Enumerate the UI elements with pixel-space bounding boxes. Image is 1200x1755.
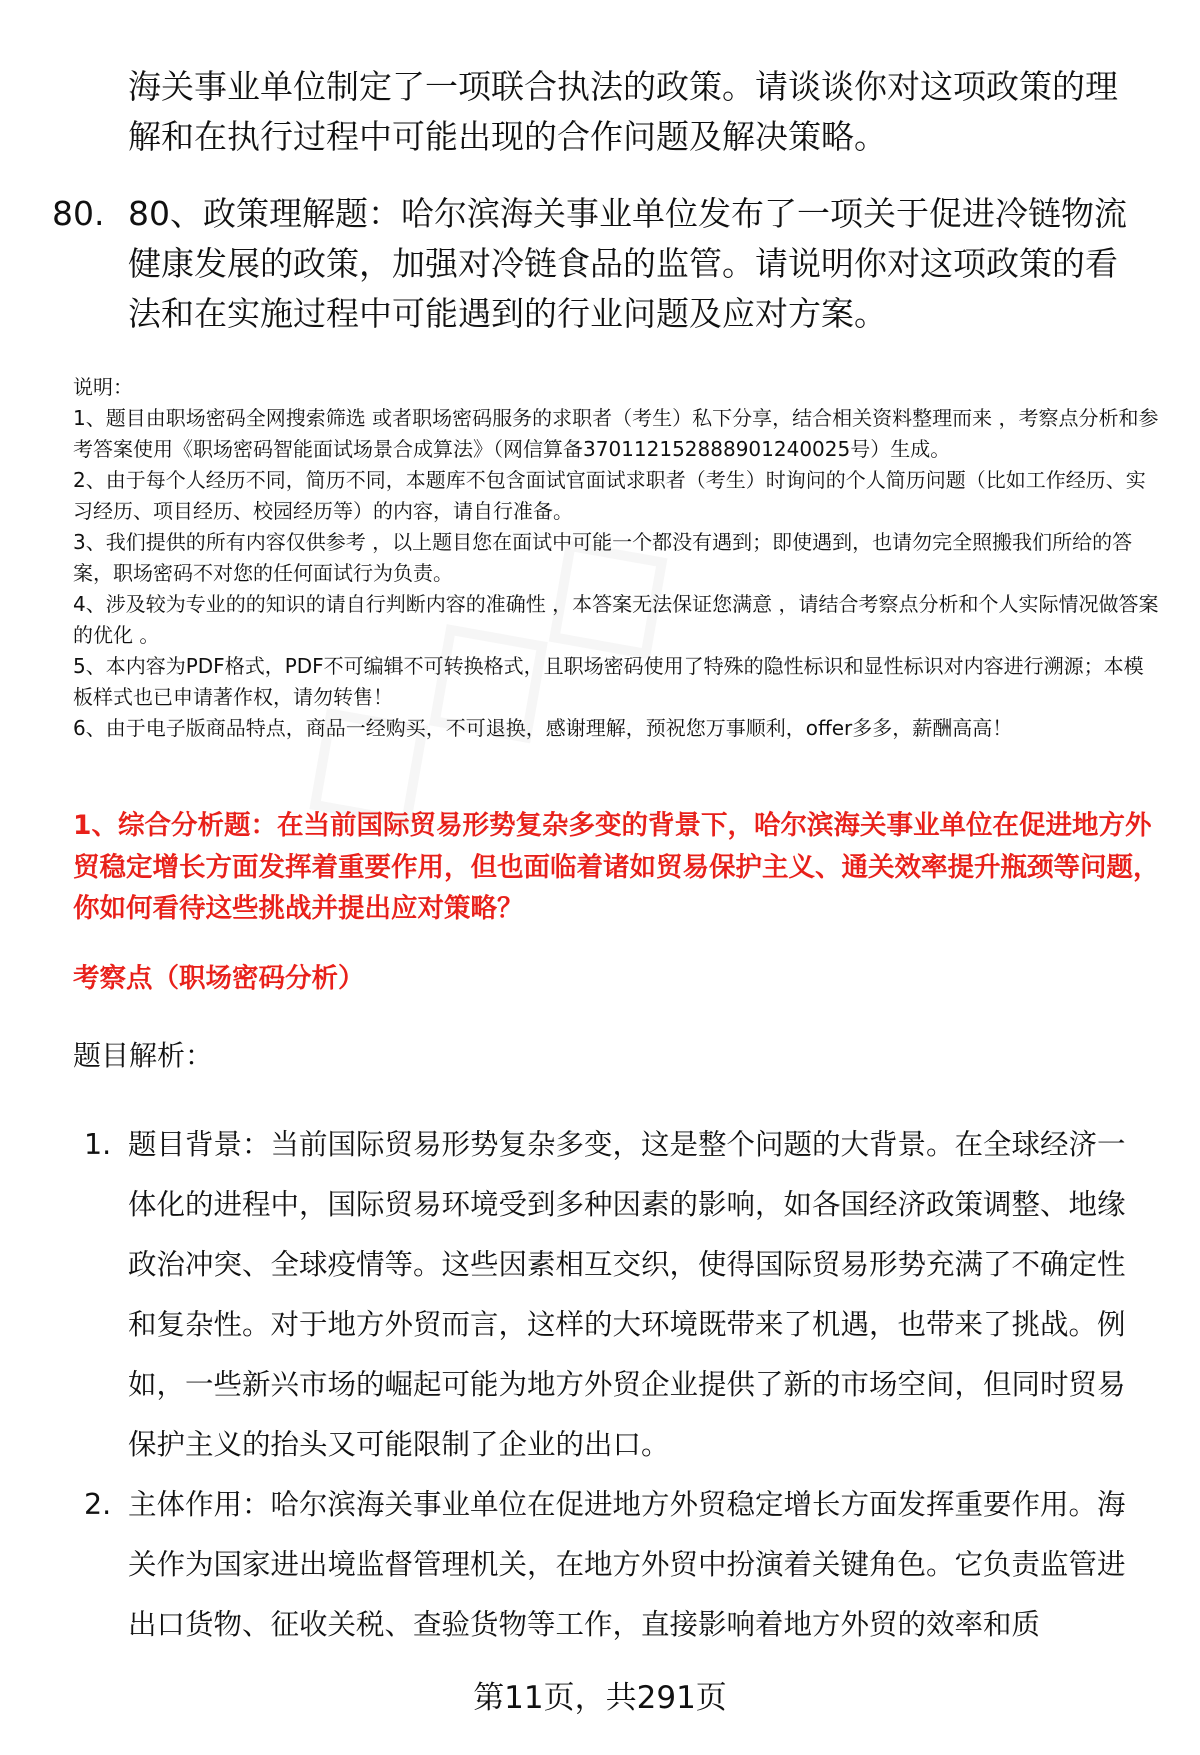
notes-section bbox=[73, 372, 1163, 744]
note-item: 2、由于每个人经历不同，简历不同，本题库不包含面试官面试求职者（考生）时询问的个人简历问题（比如工作经历、实习经历、项目经历、校园经历等）的内容，请自行准备。 bbox=[73, 468, 1146, 523]
page-footer: 第11页，共291页 bbox=[473, 1680, 727, 1716]
notes-title: 说明： bbox=[73, 375, 133, 399]
question-80-number: 80. bbox=[52, 194, 105, 233]
analysis-label: 题目解析： bbox=[73, 1039, 214, 1072]
exam-point-heading: 考察点（职场密码分析） bbox=[73, 963, 365, 994]
list-item: 题目背景：当前国际贸易形势复杂多变，这是整个问题的大背景。在全球经济一体化的进程中，国际贸易环境受到多种因素的影响，如各国经济政策调整、地缘政治冲突、全球疫情等。这些因素相互交织，使得国际贸易形势充满了不确定性和复杂性。对于地方外贸而言，这样的大环境既带来了机遇，也带来了挑战。例如，一些新兴市场的崛起可能为地方外贸企业提供了新的市场空间，但同时贸易保护主义的抬头又可能限制了企业的出口。 bbox=[128, 1128, 1126, 1461]
note-item: 1、题目由职场密码全网搜索筛选 或者职场密码服务的求职者（考生）私下分享，结合相关资料整理而来 ，考察点分析和参考答案使用《职场密码智能面试场景合成算法》（网信算备370112152888901240025号）生成。 bbox=[73, 406, 1159, 461]
list-item: 主体作用：哈尔滨海关事业单位在促进地方外贸稳定增长方面发挥重要作用。海关作为国家进出境监督管理机关，在地方外贸中扮演着关键角色。它负责监管进出口货物、征收关税、查验货物等工作，直接影响着地方外贸的效率和质 bbox=[128, 1488, 1126, 1641]
question-80-text: 80、政策理解题：哈尔滨海关事业单位发布了一项关于促进冷链物流健康发展的政策，加强对冷链食品的监管。请说明你对这项政策的看法和在实施过程中可能遇到的行业问题及应对方案。 bbox=[128, 194, 1127, 333]
note-item: 5、本内容为PDF格式，PDF不可编辑不可转换格式，且职场密码使用了特殊的隐性标识和显性标识对内容进行溯源；本模板样式也已申请著作权，请勿转售！ bbox=[73, 654, 1144, 709]
previous-question-tail: 海关事业单位制定了一项联合执法的政策。请谈谈你对这项政策的理解和在执行过程中可能出现的合作问题及解决策略。 bbox=[128, 67, 1118, 156]
note-item: 4、涉及较为专业的的知识的请自行判断内容的准确性 ，本答案无法保证您满意 ，请结合考察点分析和个人实际情况做答案的优化 。 bbox=[73, 592, 1159, 647]
list-number: 1. bbox=[84, 1128, 112, 1161]
note-item: 3、我们提供的所有内容仅供参考 ，以上题目您在面试中可能一个都没有遇到；即使遇到，也请勿完全照搬我们所给的答案，职场密码不对您的任何面试行为负责。 bbox=[73, 530, 1133, 585]
question-1-heading: 1、综合分析题：在当前国际贸易形势复杂多变的背景下，哈尔滨海关事业单位在促进地方外贸稳定增长方面发挥着重要作用，但也面临着诸如贸易保护主义、通关效率提升瓶颈等问题，你如何看待这些挑战并提出应对策略？ bbox=[73, 810, 1160, 924]
list-number: 2. bbox=[84, 1488, 112, 1521]
note-item: 6、由于电子版商品特点，商品一经购买，不可退换，感谢理解，预祝您万事顺利，offer多多，薪酬高高！ bbox=[73, 716, 1013, 740]
